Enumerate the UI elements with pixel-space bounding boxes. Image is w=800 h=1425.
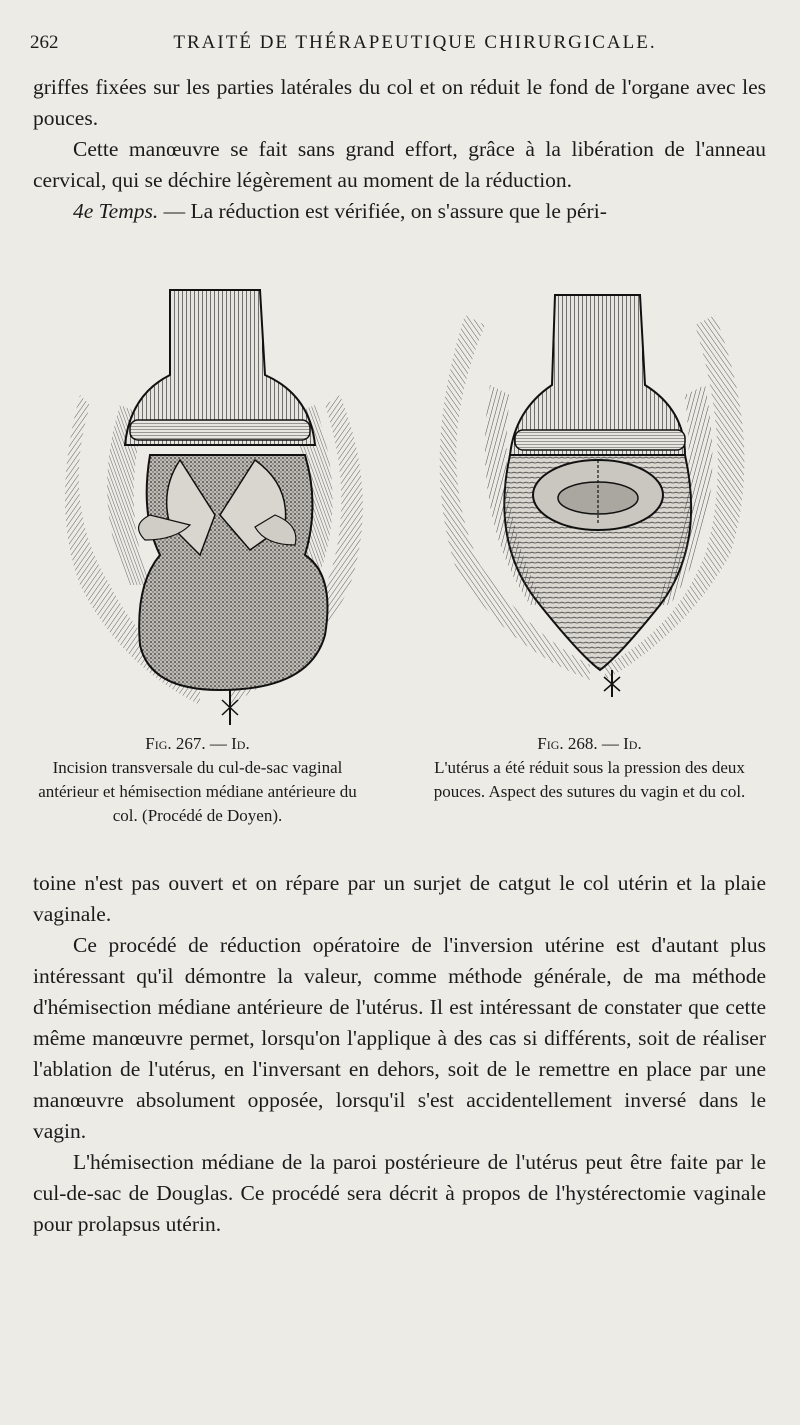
paragraph-text: — La réduction est vérifiée, on s'assure que le péri- [158, 199, 607, 223]
figure-267 [50, 285, 380, 730]
figure-caption-text: L'utérus a été réduit sous la pression des deux pouces. Aspect des sutures du vagin et du col. [433, 758, 746, 801]
text-block-top [33, 72, 766, 227]
page-number: 262 [30, 32, 59, 53]
text-block-bottom [33, 868, 766, 1240]
figures-area [30, 285, 770, 825]
figure-caption-text: Incision transversale du cul-de-sac vaginal antérieur et hémisection médiane antérieure du col. (Procédé de Doyen). [38, 758, 357, 825]
figure-label: Fig. 268. — Id. [537, 734, 642, 753]
paragraph: griffes fixées sur les parties latérales du col et on réduit le fond de l'organe avec les pouces. [33, 75, 766, 130]
paragraph: Ce procédé de réduction opératoire de l'inversion utérine est d'autant plus intéressant qu'il démontre la valeur, comme méthode générale, de ma méthode d'hémisection médiane antérieure de l'utérus. Il est intéressant de constater que cette même manœuvre permet, lorsqu'on l'applique à des cas si différents, soit de réaliser l'ablation de l'utérus, en l'inversant en dehors, soit de le remettre en place par une manœuvre absolument opposée, lorsqu'il s'est accidentellement inversé dans le vagin. [33, 933, 766, 1143]
paragraph: L'hémisection médiane de la paroi postérieure de l'utérus peut être faite par le cul-de-sac de Douglas. Ce procédé sera décrit à propos de l'hystérectomie vaginale pour prolapsus utérin. [33, 1150, 766, 1236]
figure-label: Fig. 267. — Id. [145, 734, 250, 753]
figure-268-illustration [430, 285, 760, 700]
step-label: 4e Temps. [73, 199, 159, 223]
page-header [30, 28, 770, 62]
figure-268-caption [412, 732, 767, 804]
figure-267-illustration [50, 285, 380, 730]
paragraph [33, 196, 766, 227]
figure-267-caption [30, 732, 365, 828]
figure-268 [430, 285, 760, 700]
running-title: TRAITÉ DE THÉRAPEUTIQUE CHIRURGICALE. [173, 32, 657, 53]
paragraph: toine n'est pas ouvert et on répare par un surjet de catgut le col utérin et la plaie vaginale. [33, 871, 766, 926]
paragraph: Cette manœuvre se fait sans grand effort, grâce à la libération de l'anneau cervical, qui se déchire légèrement au moment de la réduction. [33, 137, 766, 192]
